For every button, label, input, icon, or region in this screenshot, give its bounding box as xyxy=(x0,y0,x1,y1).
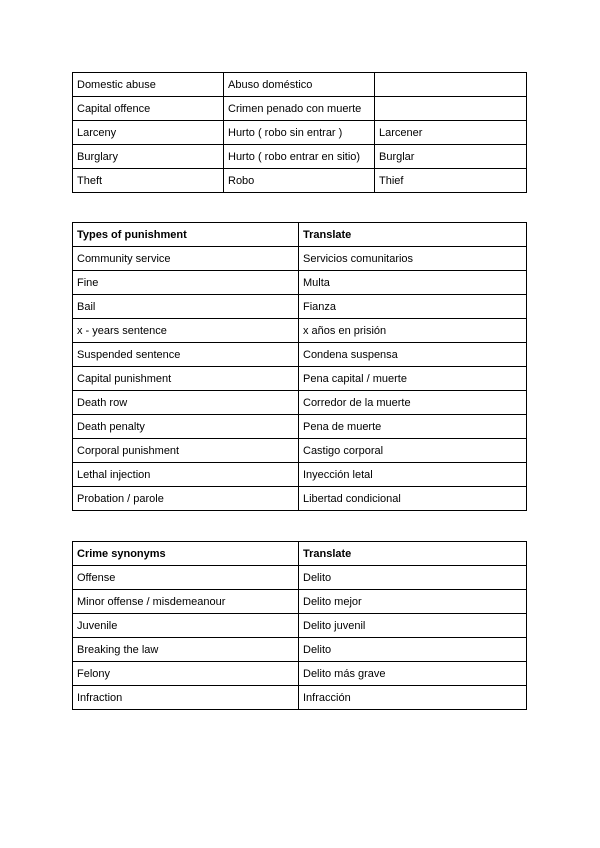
table-cell: Capital offence xyxy=(73,97,224,121)
table-row xyxy=(73,638,527,662)
table-cell xyxy=(375,73,527,97)
table-cell: Felony xyxy=(73,662,299,686)
table-cell: Suspended sentence xyxy=(73,343,299,367)
table-row xyxy=(73,97,527,121)
table-cell: Pena de muerte xyxy=(299,415,527,439)
table-cell: Delito xyxy=(299,638,527,662)
table-row xyxy=(73,145,527,169)
table-cell: Infracción xyxy=(299,686,527,710)
table-cell: Fianza xyxy=(299,295,527,319)
table-header-row xyxy=(73,542,527,566)
crime-terms-table xyxy=(72,72,527,193)
table-cell: Robo xyxy=(224,169,375,193)
table-cell: Minor offense / misdemeanour xyxy=(73,590,299,614)
table-cell: Delito más grave xyxy=(299,662,527,686)
table-row xyxy=(73,271,527,295)
table-cell: Multa xyxy=(299,271,527,295)
table-cell xyxy=(375,97,527,121)
table-cell: Theft xyxy=(73,169,224,193)
table-cell: Breaking the law xyxy=(73,638,299,662)
crime-synonyms-table xyxy=(72,541,527,710)
table-cell: Libertad condicional xyxy=(299,487,527,511)
column-header: Crime synonyms xyxy=(73,542,299,566)
table-cell: Bail xyxy=(73,295,299,319)
table-cell: Servicios comunitarios xyxy=(299,247,527,271)
table-cell: Thief xyxy=(375,169,527,193)
table-cell: Larcener xyxy=(375,121,527,145)
table-row xyxy=(73,439,527,463)
table-row xyxy=(73,73,527,97)
column-header: Translate xyxy=(299,542,527,566)
table-cell: Capital punishment xyxy=(73,367,299,391)
column-header: Types of punishment xyxy=(73,223,299,247)
table-cell: Lethal injection xyxy=(73,463,299,487)
table-cell: Delito juvenil xyxy=(299,614,527,638)
table-row xyxy=(73,343,527,367)
table-cell: Hurto ( robo entrar en sitio) xyxy=(224,145,375,169)
table-cell: Larceny xyxy=(73,121,224,145)
table-row xyxy=(73,169,527,193)
table-cell: Delito xyxy=(299,566,527,590)
table-cell: Condena suspensa xyxy=(299,343,527,367)
table-row xyxy=(73,614,527,638)
table-cell: Community service xyxy=(73,247,299,271)
punishment-table xyxy=(72,222,527,511)
table-cell: Delito mejor xyxy=(299,590,527,614)
table-cell: Probation / parole xyxy=(73,487,299,511)
table-row xyxy=(73,391,527,415)
table-row xyxy=(73,295,527,319)
table-header-row xyxy=(73,223,527,247)
table-cell: Death penalty xyxy=(73,415,299,439)
table-cell: Corporal punishment xyxy=(73,439,299,463)
table-row xyxy=(73,566,527,590)
table-row xyxy=(73,686,527,710)
table-row xyxy=(73,590,527,614)
table-row xyxy=(73,367,527,391)
table-cell: Crimen penado con muerte xyxy=(224,97,375,121)
table-cell: Infraction xyxy=(73,686,299,710)
table-cell: Pena capital / muerte xyxy=(299,367,527,391)
table-row xyxy=(73,247,527,271)
table-cell: Offense xyxy=(73,566,299,590)
table-cell: Fine xyxy=(73,271,299,295)
table-cell: Burglary xyxy=(73,145,224,169)
table-cell: Inyección letal xyxy=(299,463,527,487)
table-cell: Castigo corporal xyxy=(299,439,527,463)
table-cell: Burglar xyxy=(375,145,527,169)
table-cell: x años en prisión xyxy=(299,319,527,343)
table-row xyxy=(73,319,527,343)
table-row xyxy=(73,463,527,487)
table-row xyxy=(73,487,527,511)
column-header: Translate xyxy=(299,223,527,247)
table-cell: Corredor de la muerte xyxy=(299,391,527,415)
table-cell: Domestic abuse xyxy=(73,73,224,97)
table-cell: x - years sentence xyxy=(73,319,299,343)
table-cell: Abuso doméstico xyxy=(224,73,375,97)
table-row xyxy=(73,415,527,439)
table-cell: Juvenile xyxy=(73,614,299,638)
table-row xyxy=(73,662,527,686)
table-row xyxy=(73,121,527,145)
table-cell: Death row xyxy=(73,391,299,415)
table-cell: Hurto ( robo sin entrar ) xyxy=(224,121,375,145)
